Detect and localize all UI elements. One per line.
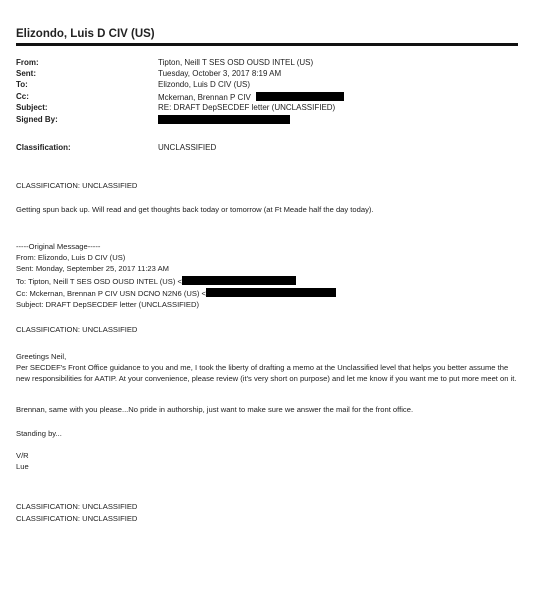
body-paragraph: Per SECDEF's Front Office guidance to you and me, I took the liberty of drafting a memo at the Unclassified level that helps you better assume the new responsibilities for AATIP. At your convenience, please review (it's very short on purpose) and let me know if you want me to put more meet on it.	[16, 363, 517, 383]
sent-label: Sent:	[16, 69, 36, 78]
cc-label: Cc:	[16, 92, 29, 101]
signoff: V/R	[16, 451, 29, 460]
redaction-bar	[182, 276, 296, 285]
redaction-bar	[158, 115, 290, 124]
original-cc: Cc: Mckernan, Brennan P CIV USN DCNO N2N6 (US) <	[16, 289, 206, 298]
to-label: To:	[16, 80, 28, 89]
from-value: Tipton, Neill T SES OSD OUSD INTEL (US)	[158, 58, 314, 67]
classification-value: UNCLASSIFIED	[158, 143, 217, 152]
original-classification: CLASSIFICATION: UNCLASSIFIED	[16, 325, 138, 334]
subject-label: Subject:	[16, 103, 48, 112]
reply-classification: CLASSIFICATION: UNCLASSIFIED	[16, 181, 138, 190]
classification-label: Classification:	[16, 143, 71, 152]
original-sent: Sent: Monday, September 25, 2017 11:23 AM	[16, 264, 169, 273]
subject-value: RE: DRAFT DepSECDEF letter (UNCLASSIFIED)	[158, 103, 336, 112]
header-divider	[16, 43, 518, 46]
cc-value: Mckernan, Brennan P CIV	[158, 93, 251, 102]
signature: Lue	[16, 462, 29, 471]
original-from: From: Elizondo, Luis D CIV (US)	[16, 253, 126, 262]
signed-by-label: Signed By:	[16, 115, 58, 124]
cc-line	[158, 92, 344, 102]
redaction-bar	[256, 92, 344, 101]
from-label: From:	[16, 58, 39, 67]
sent-value: Tuesday, October 3, 2017 8:19 AM	[158, 69, 282, 78]
signed-by-line	[158, 115, 290, 125]
greeting: Greetings Neil,	[16, 352, 67, 361]
to-value: Elizondo, Luis D CIV (US)	[158, 80, 251, 89]
original-cc-line	[16, 288, 336, 300]
footer-classification-1: CLASSIFICATION: UNCLASSIFIED	[16, 502, 138, 511]
brennan-line: Brennan, same with you please...No pride in authorship, just want to make sure we answer the mail for the front office.	[16, 405, 414, 414]
sender-name: Elizondo, Luis D CIV (US)	[16, 28, 155, 40]
reply-text: Getting spun back up. Will read and get thoughts back today or tomorrow (at Ft Meade half the day today).	[16, 205, 374, 214]
footer-classification-2: CLASSIFICATION: UNCLASSIFIED	[16, 514, 138, 523]
redaction-bar	[206, 288, 336, 297]
original-to-line	[16, 276, 296, 288]
original-separator: -----Original Message-----	[16, 242, 101, 251]
original-to: To: Tipton, Neill T SES OSD OUSD INTEL (US) <	[16, 277, 182, 286]
original-subject: Subject: DRAFT DepSECDEF letter (UNCLASSIFIED)	[16, 300, 199, 309]
standing-by: Standing by...	[16, 429, 62, 438]
